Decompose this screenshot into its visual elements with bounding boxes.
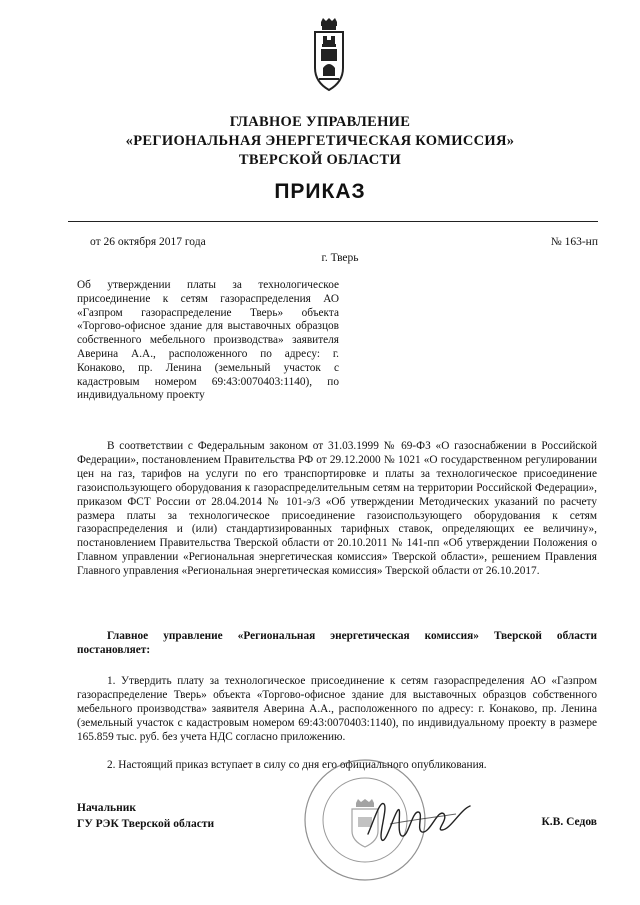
document-subject: Об утверждении платы за технологическое присоединение к сетям газораспределения АО «Газпром газораспределение Тверь» объекта «Торгово-офисное здание для выставочных образцов собственного мебельного производства» заявителя Аверина А.А., расположенного по адресу: г. Конаково, пр. Ленина (земельный участок с кадастровым номером 69:43:0070403:1140), по индивидуальному проекту <box>77 279 339 402</box>
item-2-paragraph: 2. Настоящий приказ вступает в силу со дня его официального опубликования. <box>107 759 487 771</box>
document-title: ПРИКАЗ <box>274 180 366 203</box>
item-1-paragraph: 1. Утвердить плату за технологическое присоединение к сетям газораспределения АО «Газпром газораспределение Тверь» объекта «Торгово-офисное здание для выставочных образцов собственного мебельного производства» заявителя Аверина А.А., расположенного по адресу: г. Конаково, пр. Ленина (земельный участок с кадастровым номером 69:43:0070403:1140), по индивидуальному проекту в размере 165.859 тыс. руб. без учета НДС согласно приложению. <box>77 675 597 743</box>
signatory-position <box>77 800 214 832</box>
signatory-position-line-1: Начальник <box>77 802 136 814</box>
header-line-1: ГЛАВНОЕ УПРАВЛЕНИЕ <box>229 114 411 130</box>
header-line-3: ТВЕРСКОЙ ОБЛАСТИ <box>238 152 402 168</box>
document-date: от 26 октября 2017 года <box>90 236 206 248</box>
divider <box>68 221 598 222</box>
document-number: № 163-нп <box>550 236 598 248</box>
document-city: г. Тверь <box>321 252 359 264</box>
preamble-paragraph: В соответствии с Федеральным законом от 31.03.1999 № 69-ФЗ «О газоснабжении в Российской Федерации», постановлением Правительства РФ от 29.12.2000 № 1021 «О государственном регулировании цен на газ, тарифов на услуги по его транспортировке и платы за технологическое присоединение газоиспользующего оборудования к газораспределительным сетям на территории Российской Федерации», приказом ФСТ России от 28.04.2014 № 101-э/3 «Об утверждении Методических указаний по расчету размера платы за технологическое присоединение газоиспользующего оборудования к сетям газораспределения и (или) стандартизированных тарифных ставок, определяющих ее величину», постановлением Правительства Тверской области от 20.10.2011 № 141-пп «Об утверждении Положения о Главном управлении «Региональная энергетическая комиссия» Тверской области», решением Правления Главного управления «Региональная энергетическая комиссия» Тверской области от 26.10.2017. <box>77 440 597 578</box>
signatory-name: К.В. Седов <box>541 816 597 828</box>
handwritten-signature <box>360 790 480 850</box>
header-line-2: «РЕГИОНАЛЬНАЯ ЭНЕРГЕТИЧЕСКАЯ КОМИССИЯ» <box>125 133 515 149</box>
resolution-paragraph: Главное управление «Региональная энергетическая комиссия» Тверской области постановляет: <box>77 630 597 656</box>
coat-of-arms-icon <box>313 18 345 92</box>
signatory-position-line-2: ГУ РЭК Тверской области <box>77 818 215 830</box>
